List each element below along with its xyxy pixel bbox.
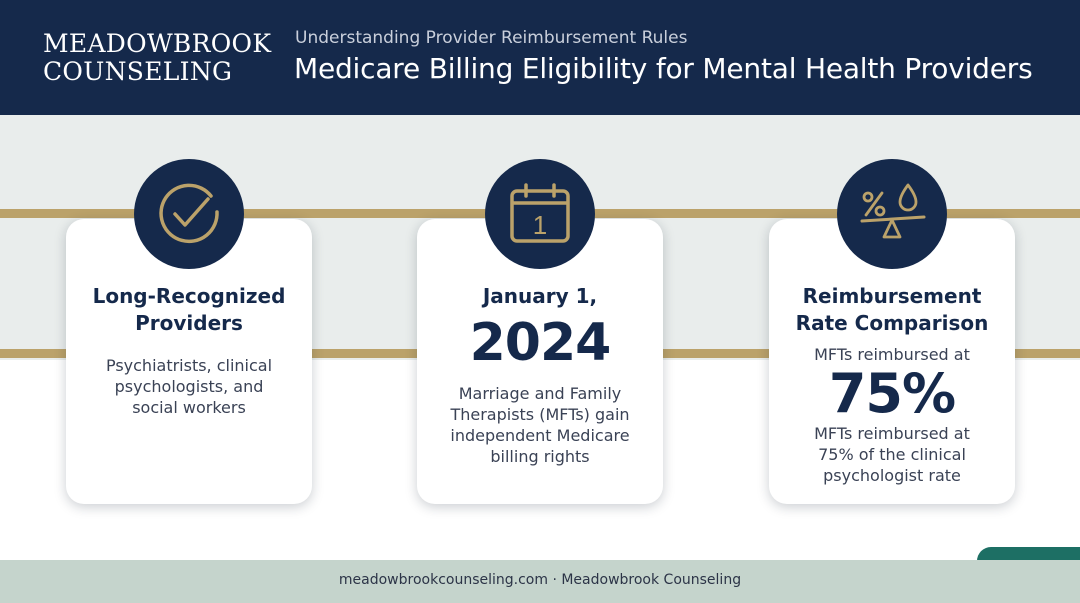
brand-line-1: MEADOWBROOK bbox=[43, 29, 272, 58]
brand-logo bbox=[43, 30, 271, 86]
card-1-body-line-1: Psychiatrists, clinical bbox=[105, 356, 273, 375]
calendar-icon bbox=[485, 159, 595, 269]
card-2-body-line-3: independent Medicare bbox=[450, 426, 630, 445]
card-2-body-line-1: Marriage and Family bbox=[458, 384, 622, 403]
footer-text: meadowbrookcounseling.com · Meadowbrook Counseling bbox=[338, 572, 742, 588]
card-3-body-line-2: 75% of the clinical bbox=[818, 445, 966, 464]
calendar-day-number: 1 bbox=[532, 210, 548, 240]
card-2-body-line-2: Therapists (MFTs) gain bbox=[450, 405, 630, 424]
card-3-body-line-1: MFTs reimbursed at bbox=[814, 424, 970, 443]
percent-scale-icon bbox=[837, 159, 947, 269]
checkmark-circle-icon bbox=[134, 159, 244, 269]
page-title: Medicare Billing Eligibility for Mental Health Providers bbox=[294, 52, 1033, 85]
card-3-heading-line-2: Rate Comparison bbox=[795, 311, 989, 335]
card-3-body-line-3: psychologist rate bbox=[823, 466, 961, 485]
page-subtitle: Understanding Provider Reimbursement Rules bbox=[295, 28, 688, 48]
card-1-body-line-2: psychologists, and bbox=[114, 377, 264, 396]
footer-bar bbox=[0, 560, 1080, 603]
card-3-heading-line-1: Reimbursement bbox=[802, 284, 982, 308]
card-1-body-line-3: social workers bbox=[132, 398, 246, 417]
card-3-pre-stat: MFTs reimbursed at bbox=[814, 345, 970, 364]
card-1-heading-line-1: Long-Recognized bbox=[92, 284, 286, 308]
brand-line-2: COUNSELING bbox=[43, 57, 233, 86]
card-2-heading: January 1, bbox=[482, 284, 598, 308]
card-2-body-line-4: billing rights bbox=[490, 447, 590, 466]
card-1-heading-line-2: Providers bbox=[135, 311, 243, 335]
card-3-percentage: 75% bbox=[828, 362, 956, 425]
card-2-year: 2024 bbox=[469, 313, 611, 373]
header-bar bbox=[0, 0, 1080, 115]
